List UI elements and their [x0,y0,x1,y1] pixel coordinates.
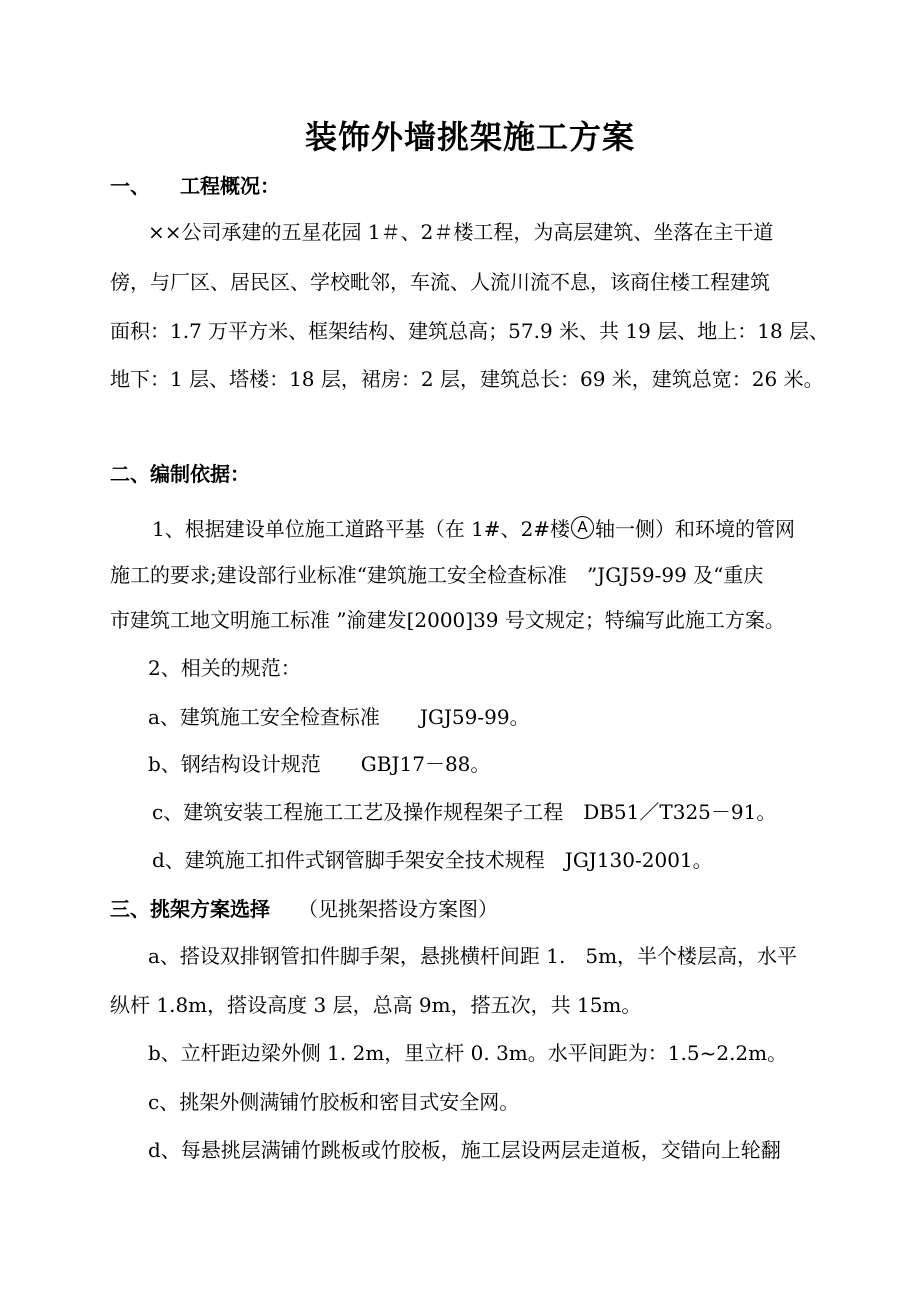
section-1-title: 工程概况： [180,174,280,198]
section-3-item-a-line-1: a、搭设双排钢管扣件脚手架，悬挑横杆间距 1. 5m，半个楼层高，水平 [148,944,798,968]
section-2-para-1-line-1 [152,516,795,541]
standard-item-b: b、钢结构设计规范 GBJ17－88。 [148,752,491,776]
document-title: 装饰外墙挑架施工方案 [304,118,635,156]
section-3-heading [110,897,498,921]
section-3-title: 三、挑架方案选择 [110,897,270,921]
section-2-para-2: 2、相关的规范： [148,656,301,680]
standard-item-a: a、建筑施工安全检查标准 JGJ59-99。 [148,705,530,729]
standard-item-c: c、建筑安装工程施工工艺及操作规程架子工程 DB51／T325－91。 [152,800,777,824]
section-1-number: 一、 [110,174,150,198]
section-2-para-1-line-2: 施工的要求;建设部行业标准“建筑施工安全检查标准 ”JGJ59-99 及“重庆 [110,563,764,587]
standard-item-d: d、建筑施工扣件式钢管脚手架安全技术规程 JGJ130-2001。 [152,848,713,872]
section-3-item-d: d、每悬挑层满铺竹跳板或竹胶板，施工层设两层走道板，交错向上轮翻 [148,1138,781,1162]
section-1-line-1: ××公司承建的五星花园 1＃、2＃楼工程，为高层建筑、坐落在主干道 [148,220,774,244]
para-1-end: 轴一侧）和环境的管网 [595,517,796,541]
para-1-start: 1、根据建设单位施工道路平基（在 1#、2#楼 [152,517,571,541]
section-3-item-b: b、立杆距边梁外侧 1. 2m，里立杆 0. 3m。水平间距为：1.5~2.2m。 [148,1041,788,1065]
section-2-heading: 二、编制依据： [110,462,250,486]
section-3-item-a-line-2: 纵杆 1.8m，搭设高度 3 层，总高 9m，搭五次，共 15m。 [110,993,642,1017]
section-3-note: （见挑架搭设方案图） [298,897,498,921]
axis-a-symbol: A [571,516,594,539]
section-3-item-c: c、挑架外侧满铺竹胶板和密目式安全网。 [148,1090,520,1114]
section-2-para-1-line-3: 市建筑工地文明施工标准 ”渝建发[2000]39 号文规定；特编写此施工方案。 [110,608,785,632]
section-1-line-4: 地下：1 层、塔楼：18 层，裙房：2 层，建筑总长：69 米，建筑总宽：26 米。 [110,367,824,391]
section-1-heading [110,174,280,198]
section-1-line-3: 面积：1.7 万平方米、框架结构、建筑总高；57.9 米、共 19 层、地上：18 层、 [110,319,830,343]
section-1-line-2: 傍，与厂区、居民区、学校毗邻，车流、人流川流不息，该商住楼工程建筑 [110,270,770,294]
